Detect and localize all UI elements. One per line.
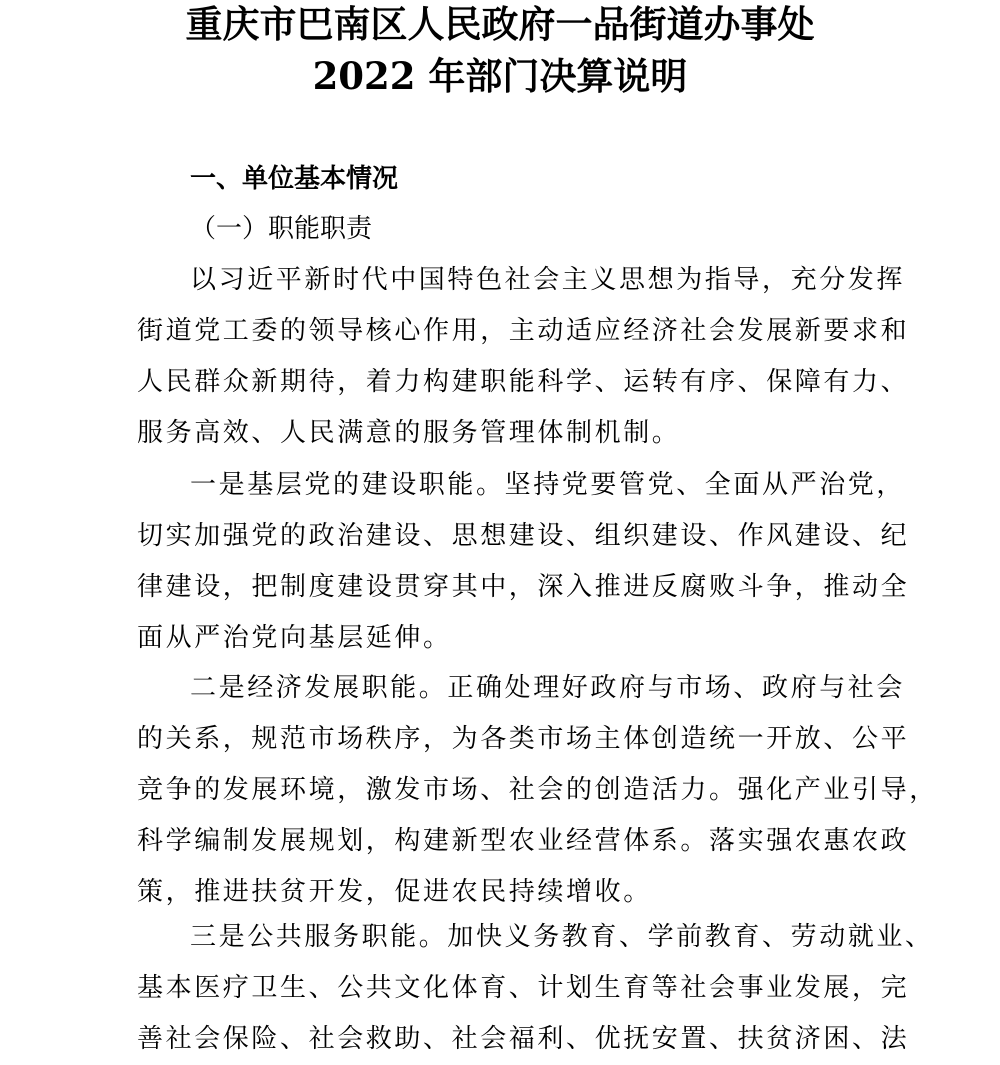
paragraph-line: 竞争的发展环境，激发市场、社会的创造活力。强化产业引导，	[137, 775, 938, 805]
paragraph-public-service	[137, 912, 934, 1065]
paragraph-line: 二是经济发展职能。正确处理好政府与市场、政府与社会	[190, 673, 906, 703]
subsection-heading-functions: （一）职能职责	[190, 214, 373, 244]
paragraph-line: 街道党工委的领导核心作用，主动适应经济社会发展新要求和	[137, 316, 910, 346]
paragraph-party-building	[137, 460, 910, 664]
paragraph-line: 一是基层党的建设职能。坚持党要管党、全面从严治党，	[190, 470, 906, 500]
paragraph-line: 人民群众新期待，着力构建职能科学、运转有序、保障有力、	[137, 367, 910, 397]
paragraph-line: 切实加强党的政治建设、思想建设、组织建设、作风建设、纪	[137, 521, 910, 551]
paragraph-economic-development	[137, 663, 938, 918]
paragraph-line: 律建设，把制度建设贯穿其中，深入推进反腐败斗争，推动全	[137, 572, 910, 602]
paragraph-line: 策，推进扶贫开发，促进农民持续增收。	[137, 877, 652, 907]
paragraph-line: 以习近平新时代中国特色社会主义思想为指导，充分发挥	[190, 265, 906, 295]
paragraph-line: 服务高效、人民满意的服务管理体制机制。	[137, 418, 681, 448]
paragraph-line: 的关系，规范市场秩序，为各类市场主体创造统一开放、公平	[137, 724, 910, 754]
paragraph-line: 善社会保险、社会救助、社会福利、优抚安置、扶贫济困、法	[137, 1024, 910, 1054]
paragraph-line: 面从严治党向基层延伸。	[137, 623, 452, 653]
document-title-line-2: 2022 年部门决算说明	[312, 54, 688, 98]
document-title-line-1: 重庆市巴南区人民政府一品街道办事处	[185, 2, 815, 46]
section-heading-unit-basics: 一、单位基本情况	[190, 164, 399, 194]
paragraph-line: 三是公共服务职能。加快义务教育、学前教育、劳动就业、	[190, 922, 934, 952]
paragraph-guiding-principle	[137, 255, 910, 459]
paragraph-line: 基本医疗卫生、公共文化体育、计划生育等社会事业发展，完	[137, 973, 910, 1003]
paragraph-line: 科学编制发展规划，构建新型农业经营体系。落实强农惠农政	[137, 826, 910, 856]
